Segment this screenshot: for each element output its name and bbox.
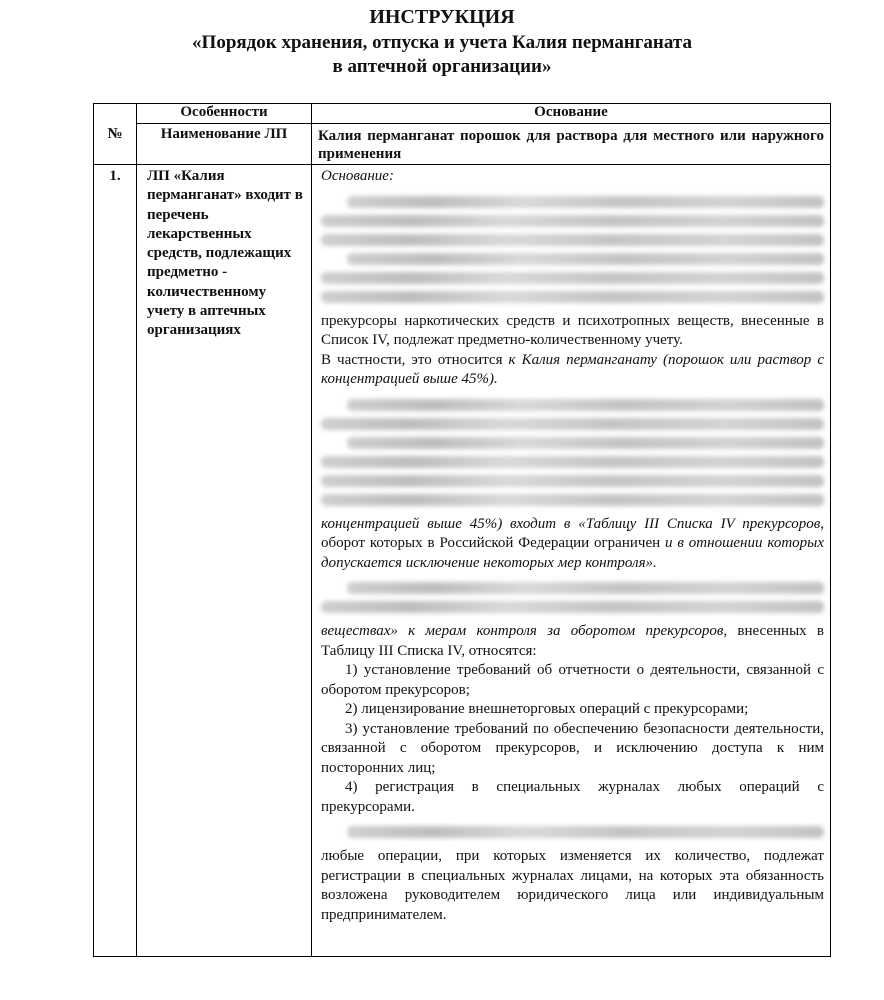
- doc-subtitle-line2: в аптечной организации»: [332, 56, 552, 77]
- doc-title: ИНСТРУКЦИЯ: [369, 6, 515, 28]
- redacted-block: [321, 573, 824, 622]
- header-number: №: [94, 104, 137, 165]
- doc-subtitle-line1: «Порядок хранения, отпуска и учета Калия перманганата: [192, 32, 692, 53]
- header-features: Особенности: [137, 104, 312, 124]
- header-drug-name-label: Наименование ЛП: [137, 124, 312, 165]
- basis-label: Основание:: [321, 168, 394, 184]
- basis-paragraph-4: веществах» к мерам контроля за оборотом прекурсоров, внесенных в Таблицу III Списка IV, относятся:: [321, 623, 824, 659]
- redacted-block: [321, 817, 824, 847]
- row-basis: [312, 165, 831, 957]
- header-drug-name: Калия перманганат порошок для раствора для местного или наружного применения: [312, 124, 831, 165]
- row-feature: ЛП «Калия перманганат» входит в перечень лекарственных средств, подлежащих предметно - количественному учету в аптечных организациях: [137, 165, 312, 957]
- header-basis: Основание: [312, 104, 831, 124]
- basis-paragraph-5: любые операции, при которых изменяется их количество, подлежат регистрации в специальных журналах лицами, на которых эта обязанность возложена руководителем юридического лица или индивидуальным предпринимателем.: [321, 848, 824, 923]
- basis-paragraph-3: концентрацией выше 45%) входит в «Таблицу III Списка IV прекурсоров, оборот которых в Российской Федерации ограничен и в отношении которых допускается исключение некоторых мер контроля».: [321, 515, 824, 571]
- redacted-block: [321, 187, 824, 312]
- list-item: 4) регистрация в специальных журналах любых операций с прекурсорами.: [321, 779, 824, 815]
- instruction-table: [93, 103, 831, 957]
- list-item: 1) установление требований об отчетности о деятельности, связанной с оборотом прекурсоров;: [321, 662, 824, 698]
- redacted-block: [321, 390, 824, 515]
- basis-paragraph-2: В частности, это относится к Калия перманганату (порошок или раствор с концентрацией выше 45%).: [321, 351, 824, 387]
- basis-paragraph-1: прекурсоры наркотических средств и психотропных веществ, внесенные в Список IV, подлежат предметно-количественному учету.: [321, 312, 824, 348]
- row-number: 1.: [94, 165, 137, 957]
- list-item: 2) лицензирование внешнеторговых операций с прекурсорами;: [345, 701, 749, 717]
- list-item: 3) установление требований по обеспечению безопасности деятельности, связанной с оборотом прекурсоров, и исключению доступа к ним посторонних лиц;: [321, 720, 824, 776]
- table-row: [94, 165, 831, 957]
